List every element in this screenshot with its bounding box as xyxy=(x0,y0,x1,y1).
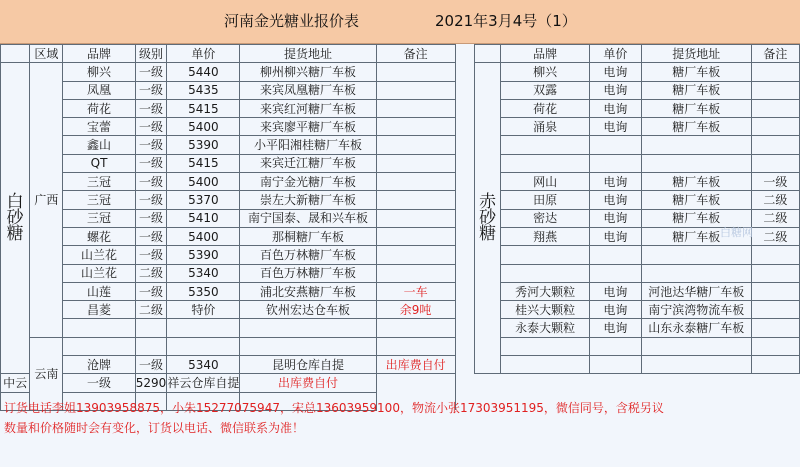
red-note-cell: 二级 xyxy=(751,227,799,245)
white-grade-cell xyxy=(135,337,167,355)
spacer-cell xyxy=(455,45,474,63)
table-row xyxy=(1,173,800,191)
red-price-cell: 电询 xyxy=(589,63,641,81)
red-brand-cell xyxy=(455,374,474,392)
spacer-cell xyxy=(376,374,455,392)
white-pickup-cell: 南宁国泰、晟和兴车板 xyxy=(240,209,376,227)
table-row xyxy=(1,191,800,209)
red-empty-cell xyxy=(641,374,751,392)
red-header-note: 备注 xyxy=(751,45,799,63)
header-empty xyxy=(1,45,30,63)
table-row xyxy=(1,374,800,392)
spacer-cell xyxy=(455,99,474,117)
title-bar xyxy=(0,0,800,44)
white-pickup-cell: 浦北安燕糖厂车板 xyxy=(240,282,376,300)
white-pickup-cell: 来宾迁江糖厂车板 xyxy=(240,154,376,172)
white-note-cell: 余9吨 xyxy=(376,301,455,319)
red-brand-cell: 桂兴大颗粒 xyxy=(501,301,590,319)
white-sugar-label-char: 糖 xyxy=(6,224,24,245)
white-grade-cell: 二级 xyxy=(135,301,167,319)
red-sugar-label-char: 砂 xyxy=(479,208,497,229)
red-brand-cell xyxy=(501,264,590,282)
white-brand-cell xyxy=(63,319,135,337)
white-pickup-cell: 来宾廖平糖厂车板 xyxy=(240,118,376,136)
white-pickup-cell: 百色万林糖厂车板 xyxy=(240,246,376,264)
red-note-cell: 一级 xyxy=(751,173,799,191)
red-pickup-cell xyxy=(641,154,751,172)
white-price-cell: 5410 xyxy=(167,209,240,227)
red-sugar-label-char: 糖 xyxy=(479,224,497,245)
white-pickup-cell: 百色万林糖厂车板 xyxy=(240,264,376,282)
white-brand-cell: 宝蕾 xyxy=(63,118,135,136)
header-price: 单价 xyxy=(167,45,240,63)
white-note-cell xyxy=(376,63,455,81)
spacer-cell xyxy=(455,264,474,282)
white-price-cell: 5435 xyxy=(167,81,240,99)
red-pickup-cell: 糖厂车板 xyxy=(641,118,751,136)
watermark: 白糖网 xyxy=(720,226,753,239)
red-pickup-cell xyxy=(641,337,751,355)
red-price-cell: 电询 xyxy=(589,319,641,337)
red-brand-cell: 秀河大颗粒 xyxy=(501,282,590,300)
red-price-cell xyxy=(589,246,641,264)
white-grade-cell: 一级 xyxy=(135,282,167,300)
header-grade: 级别 xyxy=(135,45,167,63)
red-pickup-cell xyxy=(641,136,751,154)
table-row xyxy=(1,246,800,264)
white-note-cell xyxy=(376,136,455,154)
white-price-cell: 5400 xyxy=(167,173,240,191)
white-note-cell: 一车 xyxy=(376,282,455,300)
red-pickup-cell xyxy=(501,374,590,392)
table-row xyxy=(1,81,800,99)
red-pickup-cell: 糖厂车板 xyxy=(641,81,751,99)
red-price-cell: 电询 xyxy=(589,227,641,245)
red-brand-cell xyxy=(501,337,590,355)
white-price-cell: 5415 xyxy=(167,99,240,117)
red-price-cell xyxy=(589,154,641,172)
table-row xyxy=(1,99,800,117)
white-brand-cell: 三冠 xyxy=(63,173,135,191)
red-note-cell xyxy=(589,374,641,392)
white-price-cell: 5290 xyxy=(135,374,167,392)
red-price-cell xyxy=(589,136,641,154)
white-note-cell xyxy=(376,227,455,245)
table-row xyxy=(1,118,800,136)
white-grade-cell: 一级 xyxy=(135,209,167,227)
region-guangxi: 广西 xyxy=(30,63,63,337)
white-pickup-cell: 来宾红河糖厂车板 xyxy=(240,99,376,117)
red-pickup-cell: 山东永泰糖厂车板 xyxy=(641,319,751,337)
white-pickup-cell: 南宁金光糖厂车板 xyxy=(240,173,376,191)
red-pickup-cell: 糖厂车板 xyxy=(641,173,751,191)
white-brand-cell xyxy=(63,337,135,355)
red-price-cell: 电询 xyxy=(589,282,641,300)
white-price-cell: 特价 xyxy=(167,301,240,319)
spacer-cell xyxy=(455,154,474,172)
white-price-cell: 5350 xyxy=(167,282,240,300)
red-note-cell xyxy=(751,81,799,99)
red-price-cell: 电询 xyxy=(589,301,641,319)
white-price-cell: 5340 xyxy=(167,264,240,282)
white-grade-cell: 一级 xyxy=(135,99,167,117)
white-brand-cell: 三冠 xyxy=(63,209,135,227)
red-brand-cell: 荷花 xyxy=(501,99,590,117)
white-note-cell xyxy=(376,209,455,227)
red-brand-cell: 网山 xyxy=(501,173,590,191)
price-table xyxy=(0,44,800,411)
white-note-cell xyxy=(376,118,455,136)
white-pickup-cell xyxy=(240,319,376,337)
white-price-cell: 5390 xyxy=(167,136,240,154)
red-price-cell xyxy=(589,337,641,355)
white-brand-cell: 中云 xyxy=(1,374,30,392)
table-row xyxy=(1,227,800,245)
table-row xyxy=(1,154,800,172)
red-price-cell: 电询 xyxy=(589,118,641,136)
spacer-cell xyxy=(455,191,474,209)
table-row xyxy=(1,136,800,154)
table-row xyxy=(1,209,800,227)
red-note-cell xyxy=(751,246,799,264)
spacer-cell xyxy=(455,136,474,154)
white-brand-cell: 鑫山 xyxy=(63,136,135,154)
table-row xyxy=(1,319,800,337)
red-brand-cell: 永泰大颗粒 xyxy=(501,319,590,337)
red-brand-cell: 双露 xyxy=(501,81,590,99)
table-row xyxy=(1,356,800,374)
white-pickup-cell: 那桐糖厂车板 xyxy=(240,227,376,245)
sheet-date: 2021年3月4号（1） xyxy=(435,12,577,30)
white-pickup-cell: 崇左大新糖厂车板 xyxy=(240,191,376,209)
white-grade-cell: 一级 xyxy=(63,374,135,392)
white-grade-cell: 一级 xyxy=(135,118,167,136)
white-grade-cell: 一级 xyxy=(135,173,167,191)
disclaimer-line: 数量和价格随时会有变化，订货以电话、微信联系为准！ xyxy=(4,421,305,435)
white-brand-cell: 昌菱 xyxy=(63,301,135,319)
red-brand-cell xyxy=(501,356,590,374)
table-row xyxy=(1,301,800,319)
header-region: 区域 xyxy=(30,45,63,63)
red-note-cell xyxy=(751,99,799,117)
white-pickup-cell xyxy=(240,337,376,355)
table-row xyxy=(1,264,800,282)
spacer-cell xyxy=(455,282,474,300)
spacer-cell xyxy=(455,63,474,81)
white-note-cell xyxy=(376,99,455,117)
white-brand-cell: 三冠 xyxy=(63,191,135,209)
white-price-cell: 5370 xyxy=(167,191,240,209)
white-sugar-label xyxy=(1,63,30,374)
red-brand-cell: 田原 xyxy=(501,191,590,209)
red-note-cell: 二级 xyxy=(751,209,799,227)
red-note-cell xyxy=(751,118,799,136)
white-brand-cell: 凤凰 xyxy=(63,81,135,99)
red-sugar-label-char: 赤 xyxy=(479,192,497,213)
spacer-cell xyxy=(455,246,474,264)
red-note-cell xyxy=(751,337,799,355)
white-grade-cell: 一级 xyxy=(135,136,167,154)
white-note-cell xyxy=(376,246,455,264)
white-brand-cell: 山兰花 xyxy=(63,246,135,264)
white-grade-cell: 一级 xyxy=(135,227,167,245)
red-pickup-cell: 糖厂车板 xyxy=(641,227,751,245)
white-note-cell xyxy=(376,319,455,337)
spacer-cell xyxy=(455,319,474,337)
red-pickup-cell xyxy=(641,264,751,282)
white-pickup-cell: 柳州柳兴糖厂车板 xyxy=(240,63,376,81)
white-grade-cell: 二级 xyxy=(135,264,167,282)
spacer-cell xyxy=(455,118,474,136)
red-note-cell xyxy=(751,356,799,374)
red-brand-cell xyxy=(501,154,590,172)
red-note-cell xyxy=(751,301,799,319)
red-header-pickup: 提货地址 xyxy=(641,45,751,63)
red-price-cell: 电询 xyxy=(589,99,641,117)
red-pickup-cell: 糖厂车板 xyxy=(641,63,751,81)
red-price-cell xyxy=(474,374,501,392)
white-pickup-cell: 祥云仓库自提 xyxy=(167,374,240,392)
spacer-cell xyxy=(455,173,474,191)
red-pickup-cell xyxy=(641,356,751,374)
red-price-cell: 电询 xyxy=(589,191,641,209)
white-grade-cell: 一级 xyxy=(135,191,167,209)
white-price-cell: 5390 xyxy=(167,246,240,264)
white-note-cell xyxy=(376,81,455,99)
red-header-empty xyxy=(474,45,501,63)
red-pickup-cell: 糖厂车板 xyxy=(641,99,751,117)
red-pickup-cell: 南宁滨湾物流车板 xyxy=(641,301,751,319)
white-brand-cell: 柳兴 xyxy=(63,63,135,81)
white-note-cell xyxy=(376,191,455,209)
red-pickup-cell xyxy=(641,246,751,264)
white-brand-cell: 螺花 xyxy=(63,227,135,245)
table-row xyxy=(1,63,800,81)
footer-notes xyxy=(4,398,794,438)
white-brand-cell: 荷花 xyxy=(63,99,135,117)
white-price-cell: 5400 xyxy=(167,118,240,136)
red-price-cell: 电询 xyxy=(589,209,641,227)
white-price-cell: 5340 xyxy=(167,356,240,374)
white-pickup-cell: 小平阳湘桂糖厂车板 xyxy=(240,136,376,154)
red-note-cell xyxy=(751,136,799,154)
white-grade-cell: 一级 xyxy=(135,81,167,99)
red-brand-cell xyxy=(501,246,590,264)
white-note-cell xyxy=(376,173,455,191)
white-price-cell xyxy=(167,337,240,355)
white-note-cell: 出库费自付 xyxy=(240,374,376,392)
contact-line: 订货电话李姐13903958875，小朱15277075947，宋总13603959100，物流小张17303951195，微信同号，含税另议 xyxy=(4,401,664,415)
spacer-cell xyxy=(455,209,474,227)
region-yunnan: 云南 xyxy=(30,337,63,410)
red-header-price: 单价 xyxy=(589,45,641,63)
header-note: 备注 xyxy=(376,45,455,63)
white-pickup-cell: 昆明仓库自提 xyxy=(240,356,376,374)
white-grade-cell: 一级 xyxy=(135,246,167,264)
red-price-cell xyxy=(589,356,641,374)
white-note-cell: 出库费自付 xyxy=(376,356,455,374)
table-row xyxy=(1,337,800,355)
table-row xyxy=(1,282,800,300)
red-note-cell xyxy=(751,63,799,81)
white-grade-cell: 一级 xyxy=(135,356,167,374)
red-note-cell xyxy=(751,154,799,172)
spacer-cell xyxy=(455,227,474,245)
white-price-cell: 5415 xyxy=(167,154,240,172)
white-brand-cell: QT xyxy=(63,154,135,172)
sheet-title: 河南金光糖业报价表 xyxy=(224,12,360,30)
white-grade-cell xyxy=(135,319,167,337)
spacer-cell xyxy=(455,81,474,99)
white-price-cell xyxy=(167,319,240,337)
white-note-cell xyxy=(376,154,455,172)
header-pickup: 提货地址 xyxy=(240,45,376,63)
white-price-cell: 5400 xyxy=(167,227,240,245)
red-note-cell xyxy=(751,264,799,282)
red-price-cell xyxy=(589,264,641,282)
spacer-cell xyxy=(455,337,474,355)
white-note-cell xyxy=(376,337,455,355)
white-price-cell: 5440 xyxy=(167,63,240,81)
header-row xyxy=(1,45,800,63)
red-note-cell xyxy=(751,319,799,337)
red-pickup-cell: 糖厂车板 xyxy=(641,209,751,227)
white-grade-cell: 一级 xyxy=(135,63,167,81)
spacer-cell xyxy=(455,301,474,319)
white-grade-cell: 一级 xyxy=(135,154,167,172)
red-brand-cell: 涌泉 xyxy=(501,118,590,136)
red-brand-cell: 翔燕 xyxy=(501,227,590,245)
header-brand: 品牌 xyxy=(63,45,135,63)
white-sugar-label-char: 砂 xyxy=(6,208,24,229)
white-brand-cell: 沧牌 xyxy=(63,356,135,374)
red-price-cell: 电询 xyxy=(589,173,641,191)
white-brand-cell: 山兰花 xyxy=(63,264,135,282)
white-pickup-cell: 来宾凤凰糖厂车板 xyxy=(240,81,376,99)
red-note-cell xyxy=(751,282,799,300)
red-brand-cell: 密达 xyxy=(501,209,590,227)
red-pickup-cell: 糖厂车板 xyxy=(641,191,751,209)
red-sugar-label xyxy=(474,63,501,374)
red-price-cell: 电询 xyxy=(589,81,641,99)
red-header-brand: 品牌 xyxy=(501,45,590,63)
red-pickup-cell: 河池达华糖厂车板 xyxy=(641,282,751,300)
spacer-cell xyxy=(455,356,474,374)
white-pickup-cell: 钦州宏达仓车板 xyxy=(240,301,376,319)
white-note-cell xyxy=(376,264,455,282)
red-brand-cell: 柳兴 xyxy=(501,63,590,81)
red-brand-cell xyxy=(501,136,590,154)
white-sugar-label-char: 白 xyxy=(6,192,24,213)
red-note-cell: 二级 xyxy=(751,191,799,209)
white-brand-cell: 山莲 xyxy=(63,282,135,300)
